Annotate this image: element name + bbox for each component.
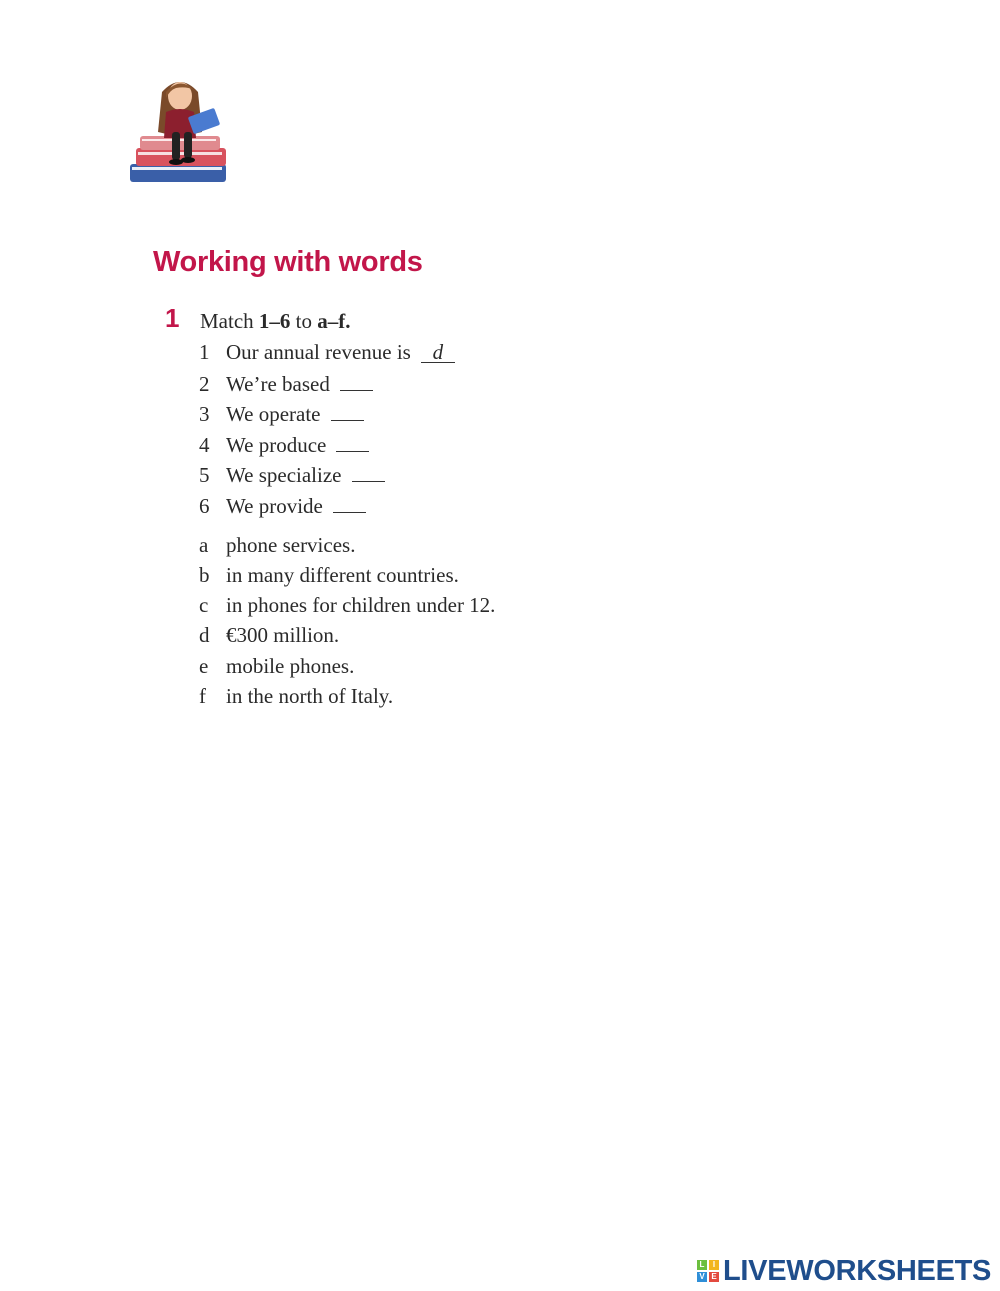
item-row-5 — [199, 461, 385, 489]
option-text: in phones for children under 12. — [226, 593, 496, 617]
item-label: 2 — [199, 372, 210, 396]
answer-blank-6[interactable] — [333, 492, 366, 513]
section-heading: Working with words — [153, 246, 423, 278]
live-mark-icon — [697, 1260, 719, 1282]
option-row-d-crossed-out — [199, 623, 339, 651]
item-row-1 — [199, 340, 455, 368]
exercise-instruction — [200, 309, 351, 334]
item-text: We specialize — [226, 463, 342, 487]
logo-text: LIVEWORKSHEETS — [723, 1254, 992, 1287]
answer-blank-2[interactable] — [340, 370, 373, 391]
option-label: f — [199, 684, 206, 708]
option-text: in many different countries. — [226, 563, 459, 587]
mark-letter: V — [697, 1272, 707, 1282]
item-row-4 — [199, 431, 369, 459]
item-text: We produce — [226, 433, 327, 457]
option-row-e — [199, 654, 354, 682]
option-text: phone services. — [226, 533, 356, 557]
item-label: 6 — [199, 494, 210, 518]
answer-blank-1[interactable]: d — [421, 342, 455, 363]
instruction-range-1: 1–6 — [258, 309, 291, 333]
item-text: We provide — [226, 494, 323, 518]
item-label: 5 — [199, 463, 210, 487]
item-text: We’re based — [226, 372, 330, 396]
option-label: c — [199, 593, 209, 617]
option-label: e — [199, 654, 209, 678]
item-label: 3 — [199, 402, 210, 426]
option-label: a — [199, 533, 209, 557]
item-label: 4 — [199, 433, 210, 457]
option-label: b — [199, 563, 210, 587]
item-row-2 — [199, 370, 373, 398]
mark-letter: I — [709, 1260, 719, 1270]
item-row-3 — [199, 400, 364, 428]
item-row-6 — [199, 492, 366, 520]
liveworksheets-logo — [697, 1256, 991, 1286]
avatar-reading-on-books-icon — [128, 72, 232, 192]
instruction-range-2: a–f. — [317, 309, 351, 333]
instruction-mid: to — [290, 309, 318, 333]
answer-blank-3[interactable] — [331, 400, 364, 421]
option-text: mobile phones. — [226, 654, 355, 678]
option-row-f — [199, 684, 393, 712]
mark-letter: E — [709, 1272, 719, 1282]
option-row-a — [199, 533, 355, 561]
item-text: We operate — [226, 402, 321, 426]
option-text: in the north of Italy. — [226, 684, 394, 708]
answer-blank-4[interactable] — [336, 431, 369, 452]
exercise-number: 1 — [165, 303, 180, 333]
item-text: Our annual revenue is — [226, 340, 411, 364]
option-row-b — [199, 563, 459, 591]
mark-letter: L — [697, 1260, 707, 1270]
answer-blank-5[interactable] — [352, 461, 385, 482]
option-row-c — [199, 593, 495, 621]
option-text: €300 million. — [226, 623, 340, 647]
instruction-prefix: Match — [200, 309, 259, 333]
item-label: 1 — [199, 340, 210, 364]
option-label: d — [199, 623, 210, 647]
